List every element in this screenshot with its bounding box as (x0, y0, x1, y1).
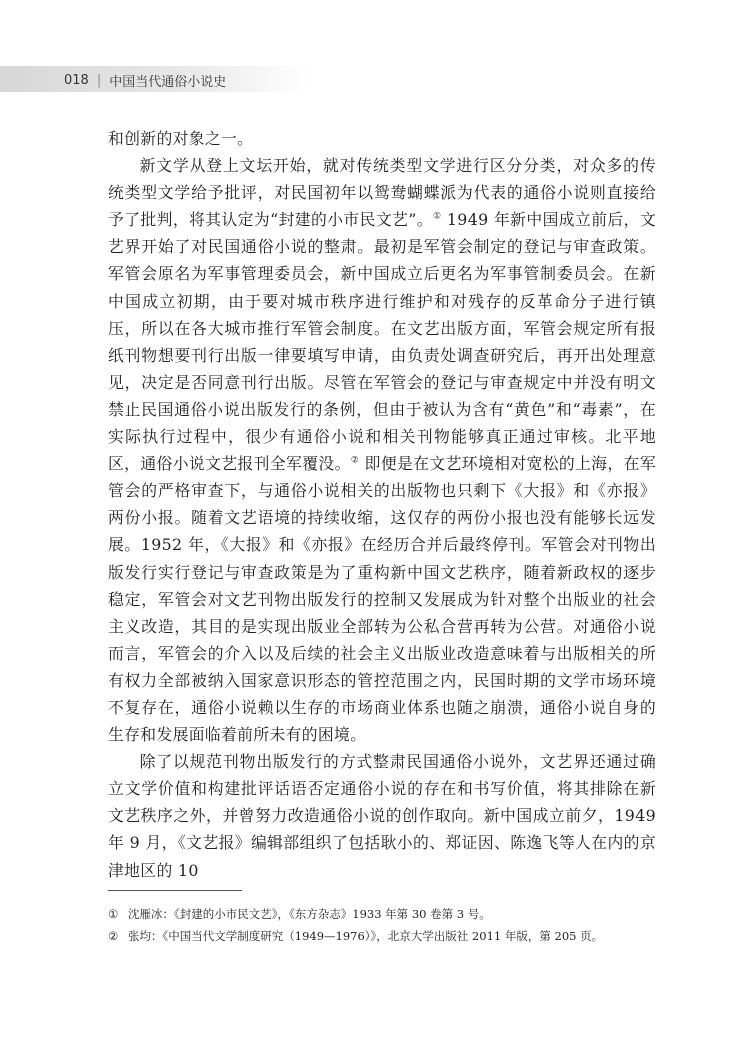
footnote-2-mark: ② (108, 929, 119, 943)
footnote-2-text: 张均：《中国当代文学制度研究（1949—1976）》，北京大学出版社 2011 年版，第 205 页。 (128, 929, 604, 943)
footnote-1-text: 沈雁冰：《封建的小市民文艺》，《东方杂志》1933 年第 30 卷第 3 号。 (128, 907, 491, 921)
book-title: 中国当代通俗小说史 (109, 74, 227, 90)
footnote-1 (108, 903, 668, 925)
footnote-2 (108, 925, 668, 947)
page-number: 018 (64, 72, 89, 88)
paragraph-2-part-2: 1949 年新中国成立前后，文艺界开始了对民国通俗小说的整肃。最初是军管会制定的登记与审查政策。军管会原名为军事管理委员会，新中国成立后更名为军事管制委员会。在新中国成立初期，由于要对城市秩序进行维护和对残存的反革命分子进行镇压，所以在各大城市推行军管会制度。在文艺出版方面，军管会规定所有报纸刊物想要刊行出版一律要填写申请，由负责处调查研究后，再开出处理意见，决定是否同意刊行出版。尽管在军管会的登记与审查规定中并没有明文禁止民国通俗小说出版发行的条例，但由于被认为含有“黄色”和“毒素”，在实际执行过程中，很少有通俗小说和相关刊物能够真正通过审核。北平地区，通俗小说文艺报刊全军覆没。 (108, 210, 656, 474)
paragraph-3: 除了以规范刊物出版发行的方式整肃民国通俗小说外，文艺界还通过确立文学价值和构建批评话语否定通俗小说的存在和书写价值，将其排除在新文艺秩序之外，并曾努力改造通俗小说的创作取向。新中国成立前夕，1949 年 9 月，《文艺报》编辑部组织了包括耿小的、郑证因、陈逸飞等人在内的京津地区的 10 (108, 752, 656, 880)
body-text (108, 125, 656, 884)
paragraph-continuation: 和创新的对象之一。 (108, 129, 254, 148)
running-header (64, 69, 226, 91)
footnote-1-mark: ① (108, 907, 119, 921)
header-separator: | (96, 72, 102, 88)
footnote-ref-1[interactable]: ① (432, 212, 442, 223)
footnotes (108, 903, 668, 947)
footnote-divider (108, 890, 242, 891)
paragraph-2-part-1: 新文学从登上文坛开始，就对传统类型文学进行区分分类，对众多的传统类型文学给予批评，对民国初年以鸳鸯蝴蝶派为代表的通俗小说则直接给予了批判，将其认定为“封建的小市民文艺”。 (108, 156, 656, 230)
footnote-ref-2[interactable]: ② (350, 455, 360, 466)
paragraph-2-part-3: 即便是在文艺环境相对宽松的上海，在军管会的严格审查下，与通俗小说相关的出版物也只剩下《大报》和《亦报》两份小报。随着文艺语境的持续收缩，这仅存的两份小报也没有能够长远发展。1952 年，《大报》和《亦报》在经历合并后最终停刊。军管会对刊物出版发行实行登记与审查政策是为了重构新中国文艺秩序，随着新政权的逐步稳定，军管会对文艺刊物出版发行的控制又发展成为针对整个出版业的社会主义改造，其目的是实现出版业全部转为公私合营再转为公营。对通俗小说而言，军管会的介入以及后续的社会主义出版业改造意味着与出版相关的所有权力全部被纳入国家意识形态的管控范围之内，民国时期的文学市场环境不复存在，通俗小说赖以生存的市场商业体系也随之崩溃，通俗小说自身的生存和发展面临着前所未有的困境。 (108, 454, 656, 745)
paragraph-2 (108, 152, 656, 748)
